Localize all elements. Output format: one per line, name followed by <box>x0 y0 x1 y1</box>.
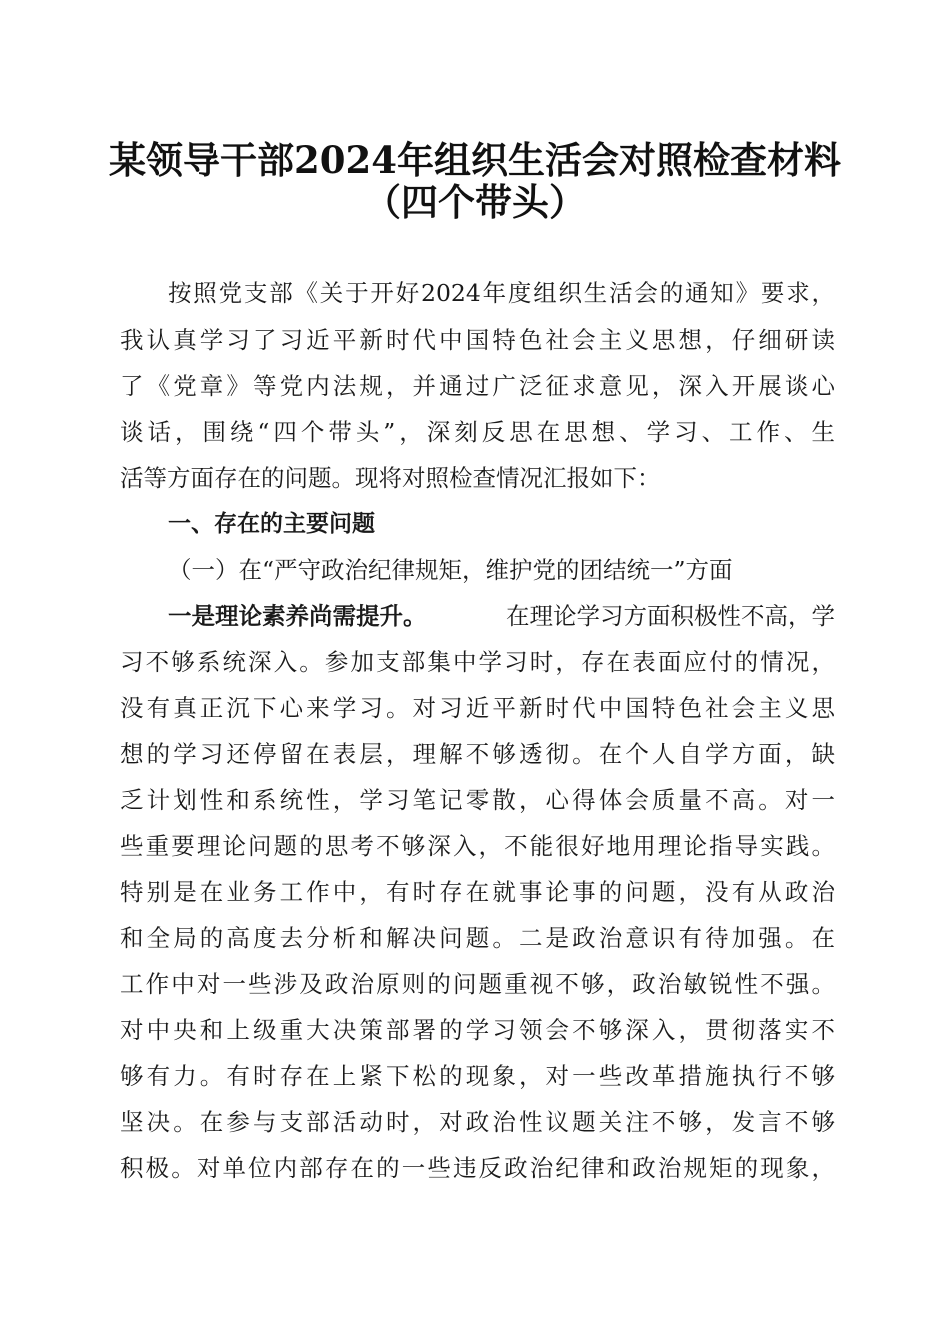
para1-lead: 一是理论素养尚需提升。 <box>168 602 427 630</box>
para1-line-6: 些重要理论问题的思考不够深入，不能很好地用理论指导实践。 <box>120 832 835 860</box>
para1-line-11: 够有力。有时存在上紧下松的现象，对一些改革措施执行不够 <box>120 1062 835 1090</box>
para1-line-12: 坚决。在参与支部活动时，对政治性议题关注不够，发言不够 <box>120 1108 835 1136</box>
para1-line-7: 特别是在业务工作中，有时存在就事论事的问题，没有从政治 <box>120 878 835 906</box>
para1-line-4: 想的学习还停留在表层，理解不够透彻。在个人自学方面，缺 <box>120 740 835 768</box>
intro-line-4: 谈话，围绕“四个带头”，深刻反思在思想、学习、工作、生 <box>120 418 835 446</box>
intro-line-3: 了《党章》等党内法规，并通过广泛征求意见，深入开展谈心 <box>120 372 835 400</box>
para1-line-2: 习不够系统深入。参加支部集中学习时，存在表面应付的情况， <box>120 648 835 676</box>
para1-line-13: 积极。对单位内部存在的一些违反政治纪律和政治规矩的现象， <box>120 1154 835 1182</box>
para1-line-3: 没有真正沉下心来学习。对习近平新时代中国特色社会主义思 <box>120 694 835 722</box>
para1-line-8: 和全局的高度去分析和解决问题。二是政治意识有待加强。在 <box>120 924 835 952</box>
document-subtitle: （四个带头） <box>364 180 586 224</box>
para1-line-10: 对中央和上级重大决策部署的学习领会不够深入，贯彻落实不 <box>120 1016 835 1044</box>
para1-line-1 <box>168 593 835 639</box>
para1-line-9: 工作中对一些涉及政治原则的问题重视不够，政治敏锐性不强。 <box>120 970 835 998</box>
intro-line-5: 活等方面存在的问题。现将对照检查情况汇报如下： <box>120 464 661 492</box>
para1-first-rest: 在理论学习方面积极性不高，学 <box>506 602 835 630</box>
intro-line-1: 按照党支部《关于开好2024年度组织生活会的通知》要求， <box>168 279 835 307</box>
subsection-heading: （一）在“严守政治纪律规矩，维护党的团结统一”方面 <box>168 556 733 584</box>
para1-line-5: 乏计划性和系统性，学习笔记零散，心得体会质量不高。对一 <box>120 786 835 814</box>
section-heading: 一、存在的主要问题 <box>168 511 375 537</box>
intro-line-2: 我认真学习了习近平新时代中国特色社会主义思想，仔细研读 <box>120 326 835 354</box>
document-title: 某领导干部2024年组织生活会对照检查材料 <box>109 138 841 182</box>
